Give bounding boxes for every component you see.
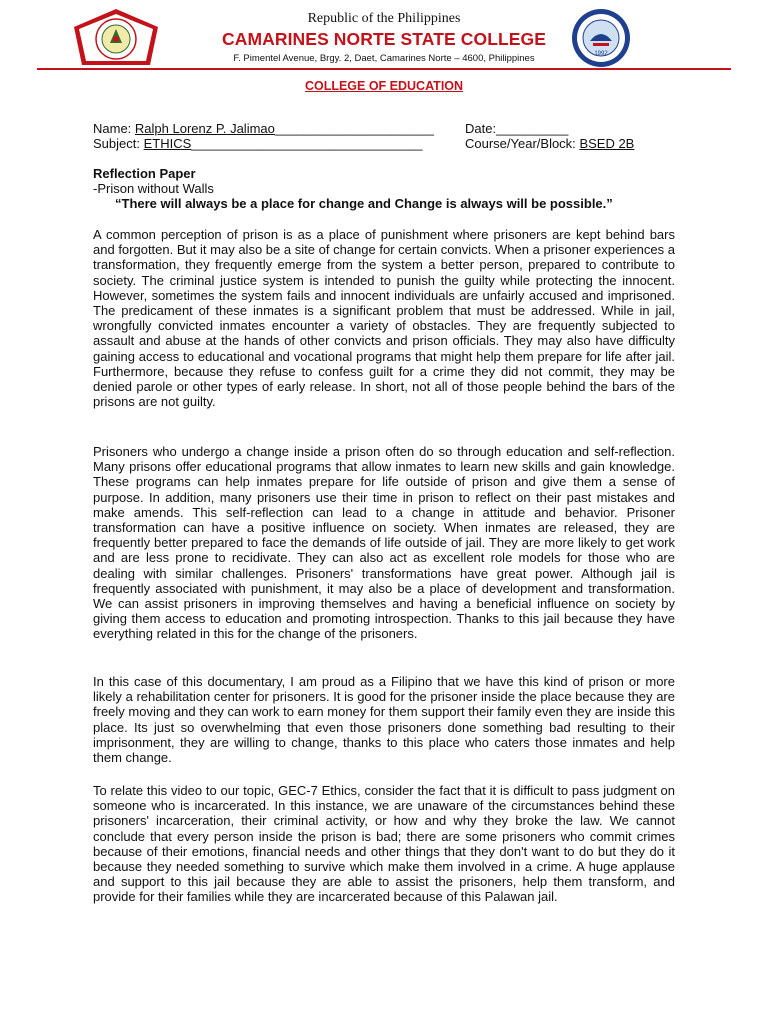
header-divider <box>37 68 731 70</box>
school-address: F. Pimentel Avenue, Brgy. 2, Daet, Camarines Norte – 4600, Philippines <box>233 53 535 64</box>
name-value: Ralph Lorenz P. Jalimao <box>134 121 275 136</box>
subject-label: Subject: <box>93 136 140 151</box>
date-value: __________ <box>496 121 569 136</box>
course-row <box>465 136 634 151</box>
paragraph-3: In this case of this documentary, I am proud as a Filipino that we have this kind of prison or more likely a rehabilitation center for prisoners. It is good for the prisoner inside the place because they are freely moving and they can work to earn money for them support their family even they are inside this place. Its just so overwhelming that even those prisoners done something bad resulting to their imprisonment, they are willing to change, thanks to this place who caters those inmates and help them change. <box>93 674 675 766</box>
name-row <box>93 121 434 136</box>
paper-heading: Reflection Paper <box>93 166 196 181</box>
name-label: Name: <box>93 121 132 136</box>
course-label: Course/Year/Block: <box>465 136 576 151</box>
paragraph-4: To relate this video to our topic, GEC-7 Ethics, consider the fact that it is difficult to pass judgment on someone who is incarcerated. In this instance, we are unaware of the circumstances behind these prisoners' incarceration, their criminal activity, or how and why they broke the law. We cannot conclude that every person inside the prison is bad; there are some prisoners who commit crimes because of their emotions, financial needs and other things that they don't want to do but they do it because they needed something to survive which make them involved in a crime. A huge applause and support to this jail because they are able to assist the prisoners, help them transform, and provide for their families while they are incarcerated because of this Palawan jail. <box>93 783 675 905</box>
name-underline: ______________________ <box>274 121 434 136</box>
paper-subtitle: -Prison without Walls <box>93 181 214 196</box>
date-label: Date: <box>465 121 497 136</box>
republic-line: Republic of the Philippines <box>307 11 461 26</box>
paragraph-1: A common perception of prison is as a place of punishment where prisoners are kept behind bars and forgotten. But it may also be a site of change for certain convicts. When a prisoner experiences a transformation, they frequently emerge from the system a better person, prepared to contribute to society. The criminal justice system is intended to punish the guilty while protecting the innocent. However, sometimes the system fails and innocent individuals are unfairly accused and imprisoned. The predicament of these inmates is a significant problem that must be addressed. While in jail, wrongfully convicted inmates encounter a variety of obstacles. They are frequently subjected to assault and abuse at the hands of other convicts and prison officials. They may also have difficulty gaining access to educational and vocational programs that might help them prepare for life after jail. Furthermore, because they refuse to confess guilt for a crime they did not commit, they may be denied parole or other types of early release. In short, not all of those people behind the bars of the prisons are not guilty. <box>93 227 675 410</box>
subject-underline: ________________________________ <box>191 136 423 151</box>
paper-quote: “There will always be a place for change and Change is always will be possible.” <box>115 196 613 211</box>
paragraph-2: Prisoners who undergo a change inside a prison often do so through education and self-reflection. Many prisons offer educational programs that allow inmates to learn new skills and gain knowledge. These programs can help inmates prepare for life outside of prison and give them a sense of purpose. In addition, many prisoners use their time in prison to reflect on their past mistakes and make amends. This self-reflection can lead to a change in attitude and behavior. Prisoner transformation can have a positive influence on society. When inmates are released, they are frequently better prepared to face the demands of life outside of jail. They are more likely to get work and are less prone to recidivate. They can also act as excellent role models for those who are dealing with similar challenges. Prisoners' transformations have great power. Although jail is frequently associated with punishment, it may also be a place of development and transformation. We can assist prisoners in improving themselves and having a beneficial influence on society by giving them access to education and promoting introspection. Thanks to this jail because they have everything related in this for the change of the prisoners. <box>93 444 675 642</box>
seal-year: 1992 <box>594 51 608 57</box>
subject-value: ETHICS <box>143 136 192 151</box>
course-value: BSED 2B <box>579 136 635 151</box>
school-name: CAMARINES NORTE STATE COLLEGE <box>221 29 547 49</box>
date-row <box>465 121 568 136</box>
subject-row <box>93 136 423 151</box>
college-title: COLLEGE OF EDUCATION <box>304 79 464 93</box>
